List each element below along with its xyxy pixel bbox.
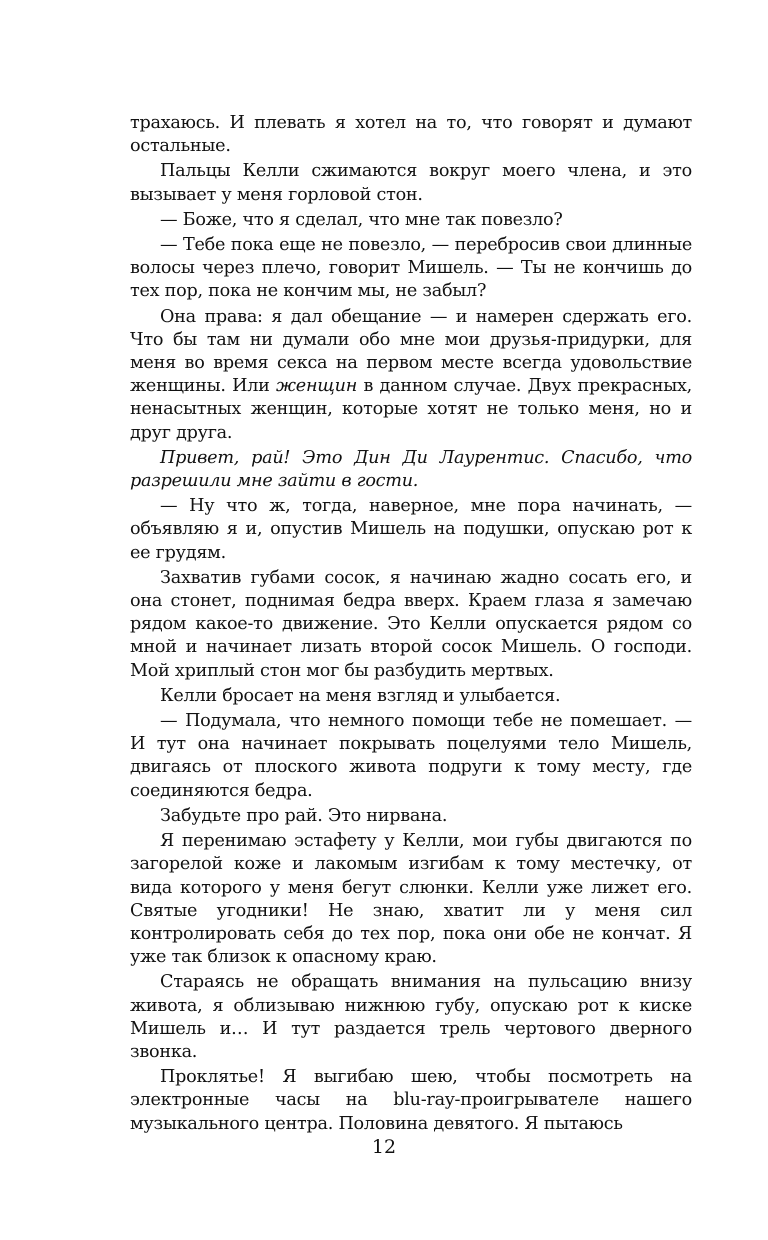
paragraph-4: — Тебе пока еще не повезло, — перебросив свои длинные волосы через плечо, говорит Мишель. — Ты не кончишь до тех пор, пока не кончим мы, не забыл? bbox=[130, 235, 692, 302]
paragraph-7: — Ну что ж, тогда, наверное, мне пора начинать, — объявляю я и, опустив Мишель на подушки, опускаю рот к ее грудям. bbox=[130, 496, 692, 563]
paragraph-3: — Боже, что я сделал, что мне так повезло? bbox=[160, 209, 563, 230]
paragraph-6-italic bbox=[130, 447, 692, 493]
paragraph-5-after: в данном случае. Двух прекрасных, ненасытных женщин, которые хотят не только меня, но и друг друга. bbox=[130, 376, 692, 443]
paragraph-10: — Подумала, что немного помощи тебе не помешает. — И тут она начинает покрывать поцелуями тело Мишель, двигаясь от плоского живота подруги к тому месту, где соединяются бедра. bbox=[130, 711, 692, 801]
paragraph-6-text: Привет, рай! Это Дин Ди Лаурентис. Спасибо, что разрешили мне зайти в гости. bbox=[130, 447, 692, 492]
paragraph-13: Стараясь не обращать внимания на пульсацию внизу живота, я облизываю нижнюю губу, опускаю рот к киске Мишель и… И тут раздается трель чертового дверного звонка. bbox=[130, 972, 692, 1062]
paragraph-5 bbox=[130, 306, 692, 445]
book-page-text bbox=[130, 112, 692, 1136]
paragraph-2: Пальцы Келли сжимаются вокруг моего члена, и это вызывает у меня горловой стон. bbox=[130, 161, 692, 205]
paragraph-5-italic: женщин bbox=[276, 376, 358, 397]
paragraph-9: Келли бросает на меня взгляд и улыбается. bbox=[160, 685, 561, 706]
paragraph-14: Проклятье! Я выгибаю шею, чтобы посмотреть на электронные часы на blu-ray-проигрывателе нашего музыкального центра. Половина девятого. Я пытаюсь bbox=[130, 1067, 692, 1134]
page-number: 12 bbox=[371, 1136, 397, 1158]
paragraph-5-before: Она права: я дал обещание — и намерен сдержать его. Что бы там ни думали обо мне мои друзья-придурки, для меня во время секса на первом месте всегда удовольствие женщины. Или bbox=[130, 306, 692, 397]
paragraph-11: Забудьте про рай. Это нирвана. bbox=[160, 805, 448, 826]
paragraph-8: Захватив губами сосок, я начинаю жадно сосать его, и она стонет, поднимая бедра вверх. Краем глаза я замечаю рядом какое-то движение. Это Келли опускается рядом со мной и начинает лизать второй сосок Мишель. О господи. Мой хриплый стон мог бы разбудить мертвых. bbox=[130, 567, 692, 681]
paragraph-12: Я перенимаю эстафету у Келли, мои губы двигаются по загорелой коже и лакомым изгибам к тому местечку, от вида которого у меня бегут слюнки. Келли уже лижет его. Святые угодники! Не знаю, хватит ли у меня сил контролировать себя до тех пор, пока они обе не кончат. Я уже так близок к опасному краю. bbox=[130, 831, 692, 968]
paragraph-1: трахаюсь. И плевать я хотел на то, что говорят и думают остальные. bbox=[130, 113, 692, 157]
